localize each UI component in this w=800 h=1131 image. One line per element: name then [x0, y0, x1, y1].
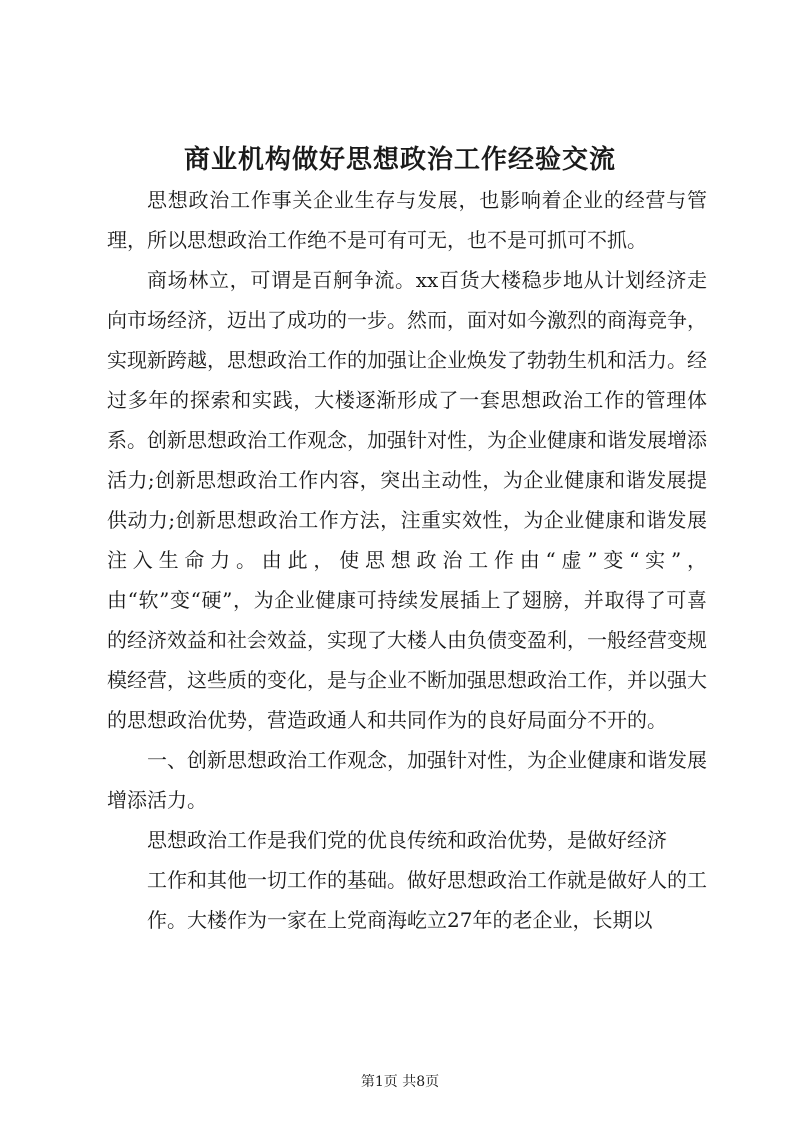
page-footer: 第1页 共8页 [360, 1074, 440, 1090]
document-title: 商业机构做好思想政治工作经验交流 [183, 145, 616, 175]
paragraph-intro: 思想政治工作事关企业生存与发展，也影响着企业的经营与管理，所以思想政治工作绝不是可有可无，也不是可抓可不抓。 [107, 188, 707, 252]
paragraph-section-1b: 工作和其他一切工作的基础。做好思想政治工作就是做好人的工作。大楼作为一家在上党商海屹立27年的老企业，长期以 [147, 868, 707, 932]
document-body [107, 180, 707, 940]
paragraph-main: 商场林立，可谓是百舸争流。xx百货大楼稳步地从计划经济走向市场经济，迈出了成功的一步。然而，面对如今激烈的商海竞争，实现新跨越，思想政治工作的加强让企业焕发了勃勃生机和活力。经过多年的探索和实践，大楼逐渐形成了一套思想政治工作的管理体系。创新思想政治工作观念，加强针对性，为企业健康和谐发展增添活力;创新思想政治工作内容，突出主动性，为企业健康和谐发展提供动力;创新思想政治工作方法，注重实效性，为企业健康和谐发展注入生命力。由此，使思想政治工作由“虚”变“实”，由“软”变“硬”，为企业健康可持续发展插上了翅膀，并取得了可喜的经济效益和社会效益，实现了大楼人由负债变盈利，一般经营变规模经营，这些质的变化，是与企业不断加强思想政治工作，并以强大的思想政治优势，营造政通人和共同作为的良好局面分不开的。 [107, 268, 707, 732]
section-heading-1: 一、创新思想政治工作观念，加强针对性，为企业健康和谐发展增添活力。 [107, 748, 707, 812]
paragraph-section-1a: 思想政治工作是我们党的优良传统和政治优势，是做好经济 [147, 828, 667, 852]
